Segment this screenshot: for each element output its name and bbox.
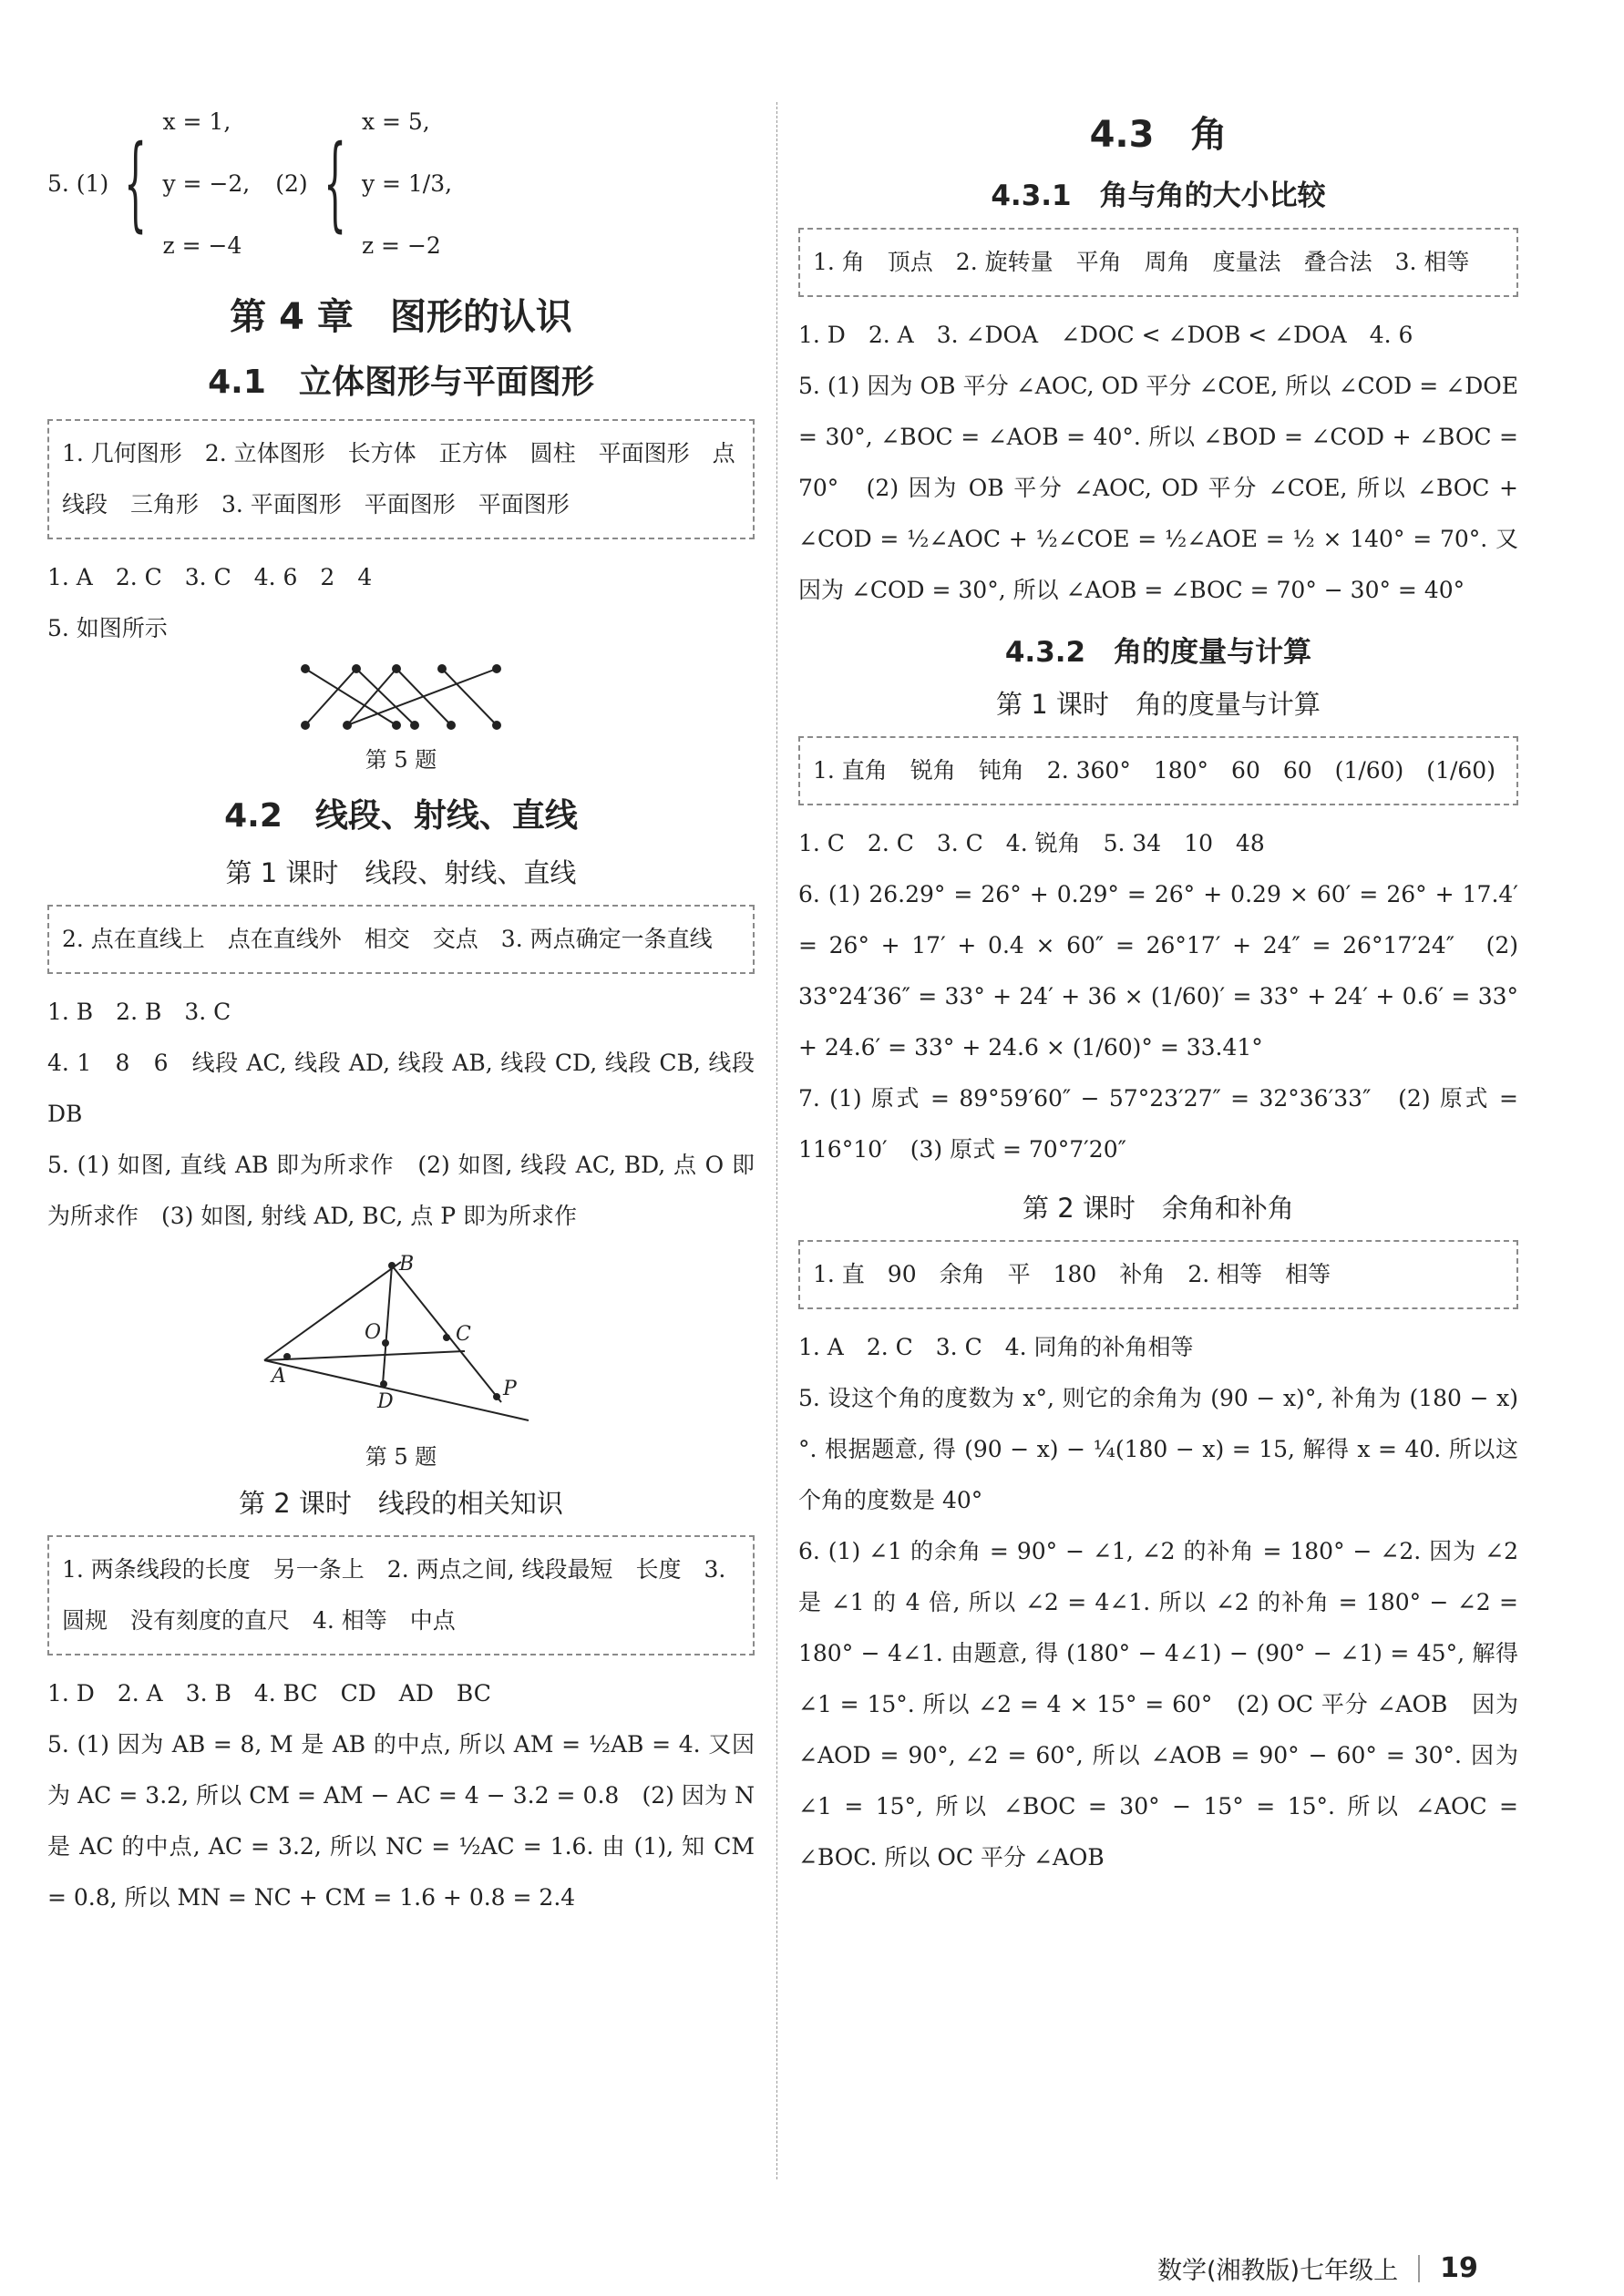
- lesson-1-line1: 1. C 2. C 3. C 4. 锐角 5. 34 10 48: [798, 830, 1265, 856]
- label-O: O: [365, 1321, 382, 1344]
- lesson-1-box: 1. 直角 锐角 钝角 2. 360° 180° 60 60 (1/60) (1/60): [798, 736, 1518, 805]
- lesson-2-title: 第 2 课时 线段的相关知识: [239, 1488, 563, 1519]
- q5-prefix: 5. (1): [47, 169, 109, 197]
- zigzag-diagram: [296, 660, 506, 733]
- system-1-eq1: x = 1,: [162, 108, 231, 135]
- section-4-1-box: 1. 几何图形 2. 立体图形 长方体 正方体 圆柱 平面图形 点 线段 三角形 3. 平面图形 平面图形 平面图形: [47, 419, 755, 539]
- page-footer: [1157, 2250, 1478, 2286]
- system-2-eq3: z = −2: [361, 231, 441, 259]
- figure-caption: 第 5 题: [365, 1444, 437, 1470]
- brace-icon: {: [323, 124, 346, 242]
- chapter-title: 第 4 章 图形的认识: [230, 296, 572, 338]
- label-A: A: [272, 1365, 286, 1388]
- label-D: D: [377, 1390, 394, 1413]
- lesson-1-line3: 5. (1) 如图, 直线 AB 即为所求作 (2) 如图, 线段 AC, BD, 点 O 即为所求作 (3) 如图, 射线 AD, BC, 点 P 即为所求作: [47, 1152, 755, 1229]
- q5-mid: (2): [275, 169, 308, 197]
- footer-separator: [1418, 2255, 1420, 2282]
- lines-diagram: [255, 1247, 547, 1430]
- label-C: C: [456, 1323, 471, 1346]
- lesson-2-line2: 5. 设这个角的度数为 x°, 则它的余角为 (90 − x)°, 补角为 (180 − x)°. 根据题意, 得 (90 − x) − ¼(180 − x) = 15, 解得 x = 40. 所以这个角的度数是 40°: [798, 1385, 1518, 1513]
- lesson-2-line1: 1. A 2. C 3. C 4. 同角的补角相等: [798, 1334, 1194, 1360]
- section-4-1-title: 4.1 立体图形与平面图形: [208, 364, 594, 401]
- page-number: 19: [1440, 2252, 1478, 2284]
- system-2-eq2: y = 1/3,: [361, 169, 453, 197]
- lesson-1-title: 第 1 课时 角的度量与计算: [996, 689, 1321, 720]
- figure-caption: 第 5 题: [365, 747, 437, 773]
- lesson-1-line2: 4. 1 8 6 线段 AC, 线段 AD, 线段 AB, 线段 CD, 线段 CB, 线段 DB: [47, 1050, 755, 1127]
- right-column: [798, 102, 1518, 1883]
- system-2-eq1: x = 5,: [361, 108, 430, 135]
- system-1-eq2: y = −2,: [162, 169, 251, 197]
- lesson-2-line1: 1. D 2. A 3. B 4. BC CD AD BC: [47, 1680, 491, 1707]
- lesson-1-title: 第 1 课时 线段、射线、直线: [225, 857, 577, 888]
- lesson-1-line2: 6. (1) 26.29° = 26° + 0.29° = 26° + 0.29 × 60′ = 26° + 17.4′ = 26° + 17′ + 0.4 × 60″ = 26°17′ + 24″ = 26°17′24″ (2) 33°24′36″ = 33° + 24′ + 36 × (1/60)′ = 33° + 24′ + 0.6′ = 33° + 24.6′ = 33° + 24.6 × (1/60)° = 33.41°: [798, 881, 1518, 1061]
- lesson-2-title: 第 2 课时 余角和补角: [1023, 1193, 1294, 1224]
- left-column: [47, 102, 758, 1923]
- lesson-2-line3: 6. (1) ∠1 的余角 = 90° − ∠1, ∠2 的补角 = 180° − ∠2. 因为 ∠2 是 ∠1 的 4 倍, 所以 ∠2 = 4∠1. 所以 ∠2 的补角 = 180° − ∠2 = 180° − 4∠1. 由题意, 得 (180° − 4∠1) − (90° − ∠1) = 45°, 解得 ∠1 = 15°. 所以 ∠2 = 4 × 15° = 60° (2) OC 平分 ∠AOB 因为 ∠AOD = 90°, ∠2 = 60°, 所以 ∠AOB = 90° − 60° = 30°. 因为 ∠1 = 15°, 所以 ∠BOC = 30° − 15° = 15°. 所以 ∠AOC = ∠BOC. 所以 OC 平分 ∠AOB: [798, 1538, 1518, 1871]
- subsection-4-3-1-line1: 1. D 2. A 3. ∠DOA ∠DOC < ∠DOB < ∠DOA 4. 6: [798, 322, 1413, 348]
- system-1: [162, 108, 250, 259]
- figure-lines: [47, 1247, 755, 1433]
- section-4-3-title: 4.3 角: [1089, 114, 1228, 156]
- figure-zigzag: [47, 660, 755, 736]
- lesson-2-box: 1. 两条线段的长度 另一条上 2. 两点之间, 线段最短 长度 3. 圆规 没有刻度的直尺 4. 相等 中点: [47, 1535, 755, 1655]
- system-2: [362, 108, 452, 259]
- q5-system-answer: [47, 102, 755, 264]
- lesson-2-box: 1. 直 90 余角 平 180 补角 2. 相等 相等: [798, 1240, 1518, 1309]
- brace-icon: {: [124, 124, 148, 242]
- lesson-2-line2: 5. (1) 因为 AB = 8, M 是 AB 的中点, 所以 AM = ½AB = 4. 又因为 AC = 3.2, 所以 CM = AM − AC = 4 − 3.2 = 0.8 (2) 因为 N 是 AC 的中点, AC = 3.2, 所以 NC = ½AC = 1.6. 由 (1), 知 CM = 0.8, 所以 MN = NC + CM = 1.6 + 0.8 = 2.4: [47, 1731, 755, 1911]
- subsection-4-3-2-title: 4.3.2 角的度量与计算: [1004, 636, 1312, 669]
- column-divider: [776, 102, 777, 2179]
- book-title: 数学(湘教版)七年级上: [1157, 2257, 1399, 2285]
- section-4-1-line2: 5. 如图所示: [47, 615, 168, 641]
- lesson-1-box: 2. 点在直线上 点在直线外 相交 交点 3. 两点确定一条直线: [47, 905, 755, 974]
- system-1-eq3: z = −4: [162, 231, 242, 259]
- lesson-1-line1: 1. B 2. B 3. C: [47, 999, 231, 1025]
- subsection-4-3-1-box: 1. 角 顶点 2. 旋转量 平角 周角 度量法 叠合法 3. 相等: [798, 228, 1518, 297]
- subsection-4-3-1-title: 4.3.1 角与角的大小比较: [991, 179, 1326, 212]
- label-P: P: [503, 1378, 517, 1400]
- section-4-2-title: 4.2 线段、射线、直线: [224, 797, 578, 835]
- subsection-4-3-1-line2: 5. (1) 因为 OB 平分 ∠AOC, OD 平分 ∠COE, 所以 ∠COD = ∠DOE = 30°, ∠BOC = ∠AOB = 40°. 所以 ∠BOD = ∠COD + ∠BOC = 70° (2) 因为 OB 平分 ∠AOC, OD 平分 ∠COE, 所以 ∠BOC + ∠COD = ½∠AOC + ½∠COE = ½∠AOE = ½ × 140° = 70°. 又因为 ∠COD = 30°, 所以 ∠AOB = ∠BOC = 70° − 30° = 40°: [798, 373, 1518, 603]
- section-4-1-line1: 1. A 2. C 3. C 4. 6 2 4: [47, 564, 373, 590]
- lesson-1-line3: 7. (1) 原式 = 89°59′60″ − 57°23′27″ = 32°36′33″ (2) 原式 = 116°10′ (3) 原式 = 70°7′20″: [798, 1085, 1518, 1163]
- label-B: B: [399, 1253, 415, 1276]
